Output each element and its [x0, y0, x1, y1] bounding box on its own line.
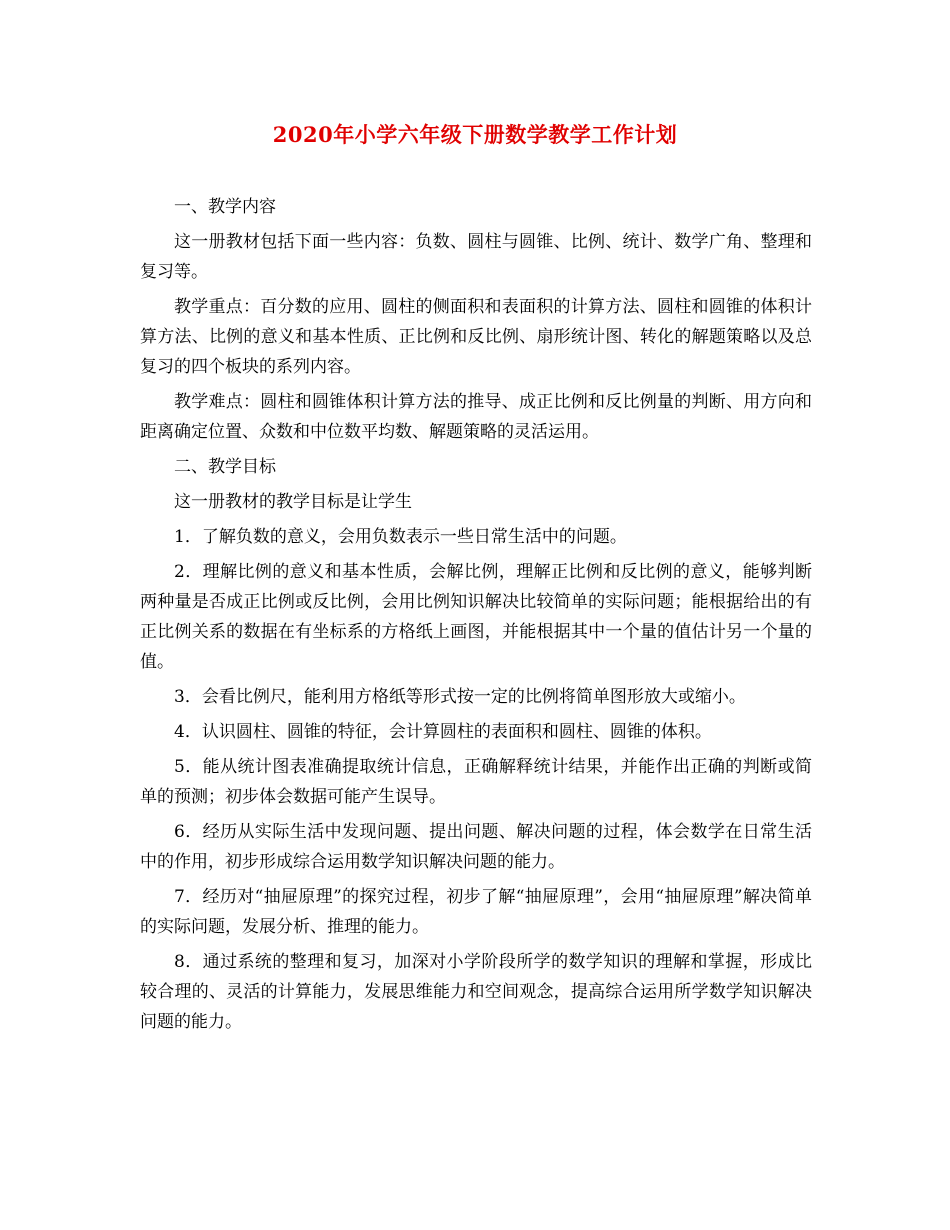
objective-item-1: 1．了解负数的意义，会用负数表示一些日常生活中的问题。 — [174, 527, 627, 547]
section-heading-objectives: 二、教学目标 — [174, 457, 276, 477]
document-title: 2020年小学六年级下册数学教学工作计划 — [272, 122, 678, 147]
objective-item-5: 5．能从统计图表准确提取统计信息，正确解释统计结果，并能作出正确的判断或简单的预测；初步体会数据可能产生误导。 — [140, 757, 812, 807]
paragraph-contents: 这一册教材包括下面一些内容：负数、圆柱与圆锥、比例、统计、数学广角、整理和复习等。 — [140, 232, 812, 282]
objective-item-8: 8．通过系统的整理和复习，加深对小学阶段所学的数学知识的理解和掌握，形成比较合理的、灵活的计算能力，发展思维能力和空间观念，提高综合运用所学数学知识解决问题的能力。 — [140, 952, 812, 1032]
paragraph-difficulties: 教学难点：圆柱和圆锥体积计算方法的推导、成正比例和反比例量的判断、用方向和距离确定位置、众数和中位数平均数、解题策略的灵活运用。 — [140, 392, 812, 442]
objective-item-4: 4．认识圆柱、圆锥的特征，会计算圆柱的表面积和圆柱、圆锥的体积。 — [174, 722, 712, 742]
paragraph-key-points: 教学重点：百分数的应用、圆柱的侧面积和表面积的计算方法、圆柱和圆锥的体积计算方法、比例的意义和基本性质、正比例和反比例、扇形统计图、转化的解题策略以及总复习的四个板块的系列内容。 — [140, 297, 812, 377]
paragraph-objectives-intro: 这一册教材的教学目标是让学生 — [174, 492, 412, 512]
section-heading-content: 一、教学内容 — [174, 197, 276, 217]
objective-item-7: 7．经历对“抽屉原理”的探究过程，初步了解“抽屉原理”，会用“抽屉原理”解决简单的实际问题，发展分析、推理的能力。 — [140, 887, 812, 937]
objective-item-3: 3．会看比例尺，能利用方格纸等形式按一定的比例将简单图形放大或缩小。 — [174, 687, 746, 707]
document-body — [140, 192, 812, 1042]
objective-item-2: 2．理解比例的意义和基本性质，会解比例，理解正比例和反比例的意义，能够判断两种量是否成正比例或反比例，会用比例知识解决比较简单的实际问题；能根据给出的有正比例关系的数据在有坐标系的方格纸上画图，并能根据其中一个量的值估计另一个量的值。 — [140, 562, 812, 672]
objective-item-6: 6．经历从实际生活中发现问题、提出问题、解决问题的过程，体会数学在日常生活中的作用，初步形成综合运用数学知识解决问题的能力。 — [140, 822, 812, 872]
